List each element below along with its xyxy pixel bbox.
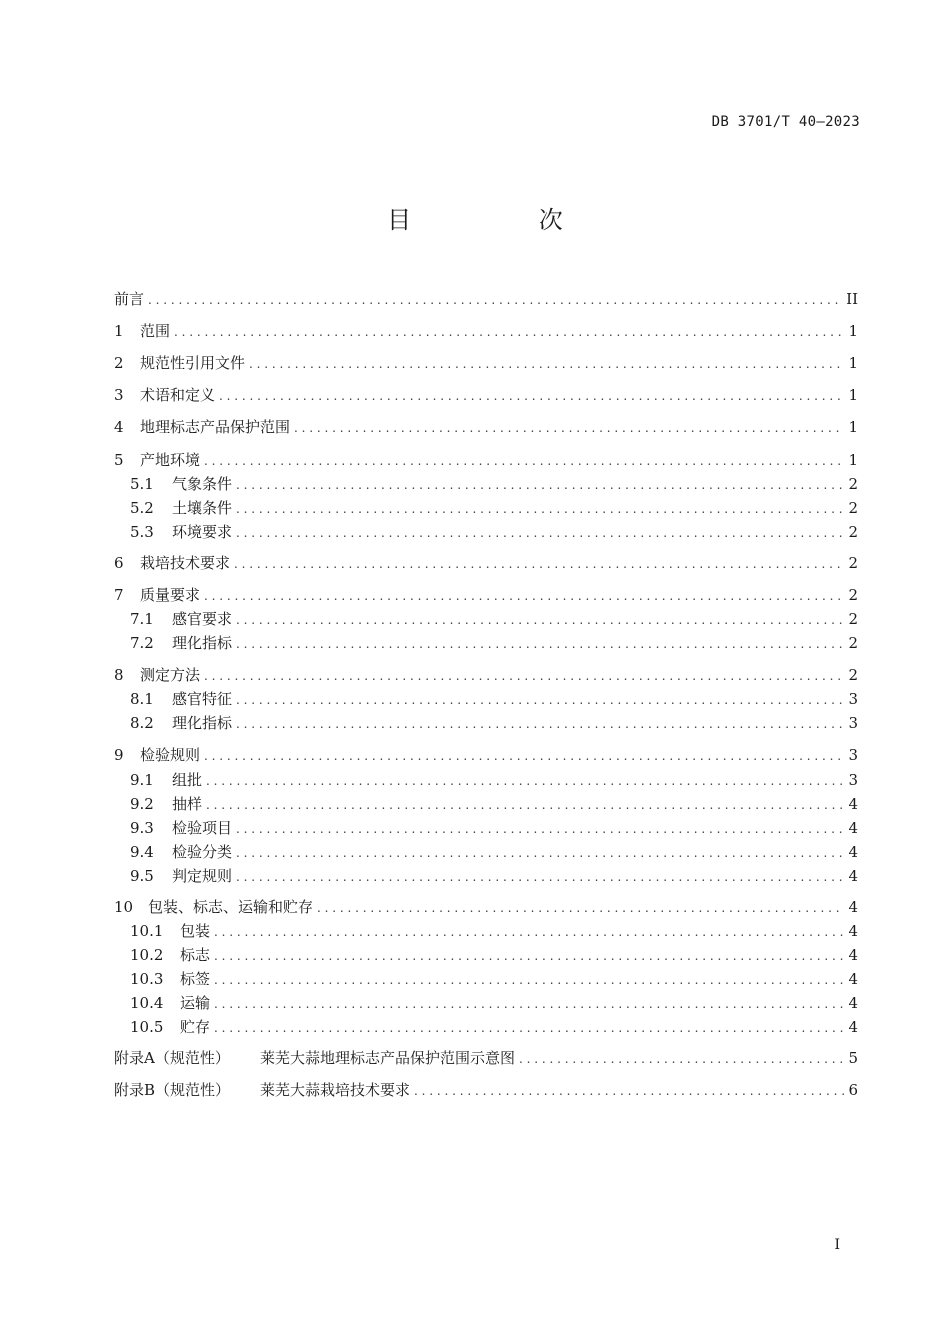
toc-entry-page: 1 [848,451,858,469]
toc-entry-number: 附录A（规范性） [114,1049,230,1067]
toc-entry[interactable] [114,896,858,918]
toc-entry-page: 2 [848,586,858,604]
toc-dot-leader [236,819,844,839]
toc-entry-number: 8.2 [130,714,154,732]
toc-entry-page: 6 [848,1081,858,1099]
toc-entry-number: 9.5 [130,867,154,885]
toc-entry-page: 4 [848,898,858,916]
toc-entry[interactable] [114,968,858,990]
toc-entry-label: 感官要求 [172,610,233,628]
toc-entry-page: 4 [848,994,858,1012]
toc-entry-label: 规范性引用文件 [140,354,246,372]
toc-entry-page: II [846,290,858,308]
toc-entry[interactable] [114,1079,858,1101]
toc-dot-leader [317,898,844,918]
toc-entry-label: 包装、标志、运输和贮存 [148,898,314,916]
toc-entry-page: 3 [848,690,858,708]
toc-entry-page: 4 [848,843,858,861]
toc-entry-number: 10 [114,898,134,916]
toc-entry-label: 莱芜大蒜栽培技术要求 [260,1081,411,1099]
toc-dot-leader [236,714,844,734]
toc-entry[interactable] [114,664,858,686]
toc-entry-page: 1 [848,322,858,340]
toc-entry[interactable] [114,352,858,374]
toc-entry[interactable] [114,1016,858,1038]
toc-entry-label: 地理标志产品保护范围 [140,418,291,436]
toc-entry-label: 判定规则 [172,867,233,885]
toc-entry-number: 10.1 [130,922,164,940]
toc-entry-label: 前言 [114,290,145,308]
toc-entry-number: 2 [114,354,124,372]
toc-entry-label: 标志 [180,946,211,964]
toc-entry[interactable] [114,384,858,406]
toc-entry-page: 4 [848,922,858,940]
toc-dot-leader [414,1081,844,1101]
toc-entry-label: 贮存 [180,1018,211,1036]
toc-entry[interactable] [114,944,858,966]
toc-dot-leader [204,586,844,606]
toc-dot-leader [294,418,844,438]
toc-dot-leader [236,867,844,887]
toc-entry[interactable] [114,497,858,519]
toc-entry[interactable] [114,744,858,766]
toc-entry-number: 5.2 [130,499,154,517]
toc-entry[interactable] [114,865,858,887]
toc-entry-page: 4 [848,867,858,885]
toc-entry[interactable] [114,1047,858,1069]
toc-entry-label: 莱芜大蒜地理标志产品保护范围示意图 [260,1049,516,1067]
toc-dot-leader [214,1018,844,1038]
toc-dot-leader [236,610,844,630]
toc-entry-label: 测定方法 [140,666,201,684]
toc-entry[interactable] [114,688,858,710]
toc-dot-leader [236,634,844,654]
doc-code: DB 3701/T 40—2023 [711,114,860,130]
toc-entry-number: 10.3 [130,970,164,988]
toc-entry[interactable] [114,712,858,734]
toc-entry-label: 检验分类 [172,843,233,861]
toc-entry-page: 2 [848,610,858,628]
toc-entry-number: 7.2 [130,634,154,652]
toc-dot-leader [174,322,844,342]
toc-entry-page: 1 [848,354,858,372]
toc-entry[interactable] [114,992,858,1014]
toc-entry-number: 9 [114,746,124,764]
toc-dot-leader [214,970,844,990]
toc-entry-label: 运输 [180,994,211,1012]
toc-dot-leader [249,354,844,374]
toc-entry-page: 2 [848,499,858,517]
toc-entry-label: 气象条件 [172,475,233,493]
toc-entry-page: 2 [848,554,858,572]
toc-entry[interactable] [114,769,858,791]
toc-entry-page: 2 [848,523,858,541]
toc-dot-leader [214,994,844,1014]
toc-entry-label: 环境要求 [172,523,233,541]
toc-entry-number: 5 [114,451,124,469]
toc-dot-leader [148,290,842,310]
toc-entry-label: 栽培技术要求 [140,554,231,572]
toc-entry[interactable] [114,473,858,495]
toc-entry-label: 土壤条件 [172,499,233,517]
toc-entry[interactable] [114,793,858,815]
toc-entry-label: 检验项目 [172,819,233,837]
toc-dot-leader [206,795,844,815]
toc-entry-label: 包装 [180,922,211,940]
toc-dot-leader [234,554,844,574]
toc-entry-label: 范围 [140,322,171,340]
toc-entry-page: 3 [848,746,858,764]
toc-entry-number: 5.3 [130,523,154,541]
toc-entry[interactable] [114,608,858,630]
toc-entry-page: 4 [848,795,858,813]
toc-entry-label: 质量要求 [140,586,201,604]
toc-entry[interactable] [114,521,858,543]
page-title: 目 次 [387,206,623,234]
toc-entry-number: 9.2 [130,795,154,813]
toc-entry-page: 2 [848,666,858,684]
toc-dot-leader [214,922,844,942]
toc-entry-number: 9.4 [130,843,154,861]
toc-entry-label: 组批 [172,771,203,789]
toc-entry-page: 5 [848,1049,858,1067]
toc-dot-leader [204,451,844,471]
toc-dot-leader [519,1049,844,1069]
toc-entry-page: 3 [848,714,858,732]
toc-entry-label: 理化指标 [172,714,233,732]
toc-entry[interactable] [114,841,858,863]
toc-entry-page: 4 [848,946,858,964]
toc-dot-leader [214,946,844,966]
toc-dot-leader [219,386,844,406]
toc-entry-number: 8 [114,666,124,684]
toc-dot-leader [236,523,844,543]
toc-entry-number: 7.1 [130,610,154,628]
toc-dot-leader [236,843,844,863]
toc-entry[interactable] [114,584,858,606]
toc-entry-number: 4 [114,418,124,436]
footer-page-number: I [834,1237,840,1253]
toc-entry-number: 9.1 [130,771,154,789]
toc-entry-number: 3 [114,386,124,404]
toc-dot-leader [204,746,844,766]
toc-entry-page: 4 [848,819,858,837]
toc-entry[interactable] [114,632,858,654]
toc-entry-number: 9.3 [130,819,154,837]
toc-entry-page: 4 [848,1018,858,1036]
toc-entry-number: 1 [114,322,124,340]
toc-entry-label: 理化指标 [172,634,233,652]
toc-entry-page: 1 [848,418,858,436]
toc-entry-label: 检验规则 [140,746,201,764]
toc-entry-number: 7 [114,586,124,604]
toc-entry-page: 1 [848,386,858,404]
toc-dot-leader [236,475,844,495]
toc-entry-page: 4 [848,970,858,988]
toc-entry[interactable] [114,416,858,438]
toc-dot-leader [236,690,844,710]
toc-entry-label: 术语和定义 [140,386,216,404]
toc-entry-label: 抽样 [172,795,203,813]
toc-entry-number: 10.5 [130,1018,164,1036]
toc-entry-number: 10.4 [130,994,164,1012]
toc-entry-label: 产地环境 [140,451,201,469]
toc-dot-leader [236,499,844,519]
toc-entry-label: 标签 [180,970,211,988]
toc-entry[interactable] [114,817,858,839]
toc-entry[interactable] [114,288,858,310]
toc-dot-leader [206,771,844,791]
toc-entry[interactable] [114,552,858,574]
toc-dot-leader [204,666,844,686]
toc-entry[interactable] [114,920,858,942]
toc-entry[interactable] [114,320,858,342]
toc-entry-number: 5.1 [130,475,154,493]
toc-entry-number: 附录B（规范性） [114,1081,231,1099]
toc-entry-number: 10.2 [130,946,164,964]
toc-entry[interactable] [114,449,858,471]
toc-entry-page: 2 [848,634,858,652]
toc-entry-page: 2 [848,475,858,493]
toc-entry-page: 3 [848,771,858,789]
toc-entry-number: 6 [114,554,124,572]
toc-entry-number: 8.1 [130,690,154,708]
toc-entry-label: 感官特征 [172,690,233,708]
